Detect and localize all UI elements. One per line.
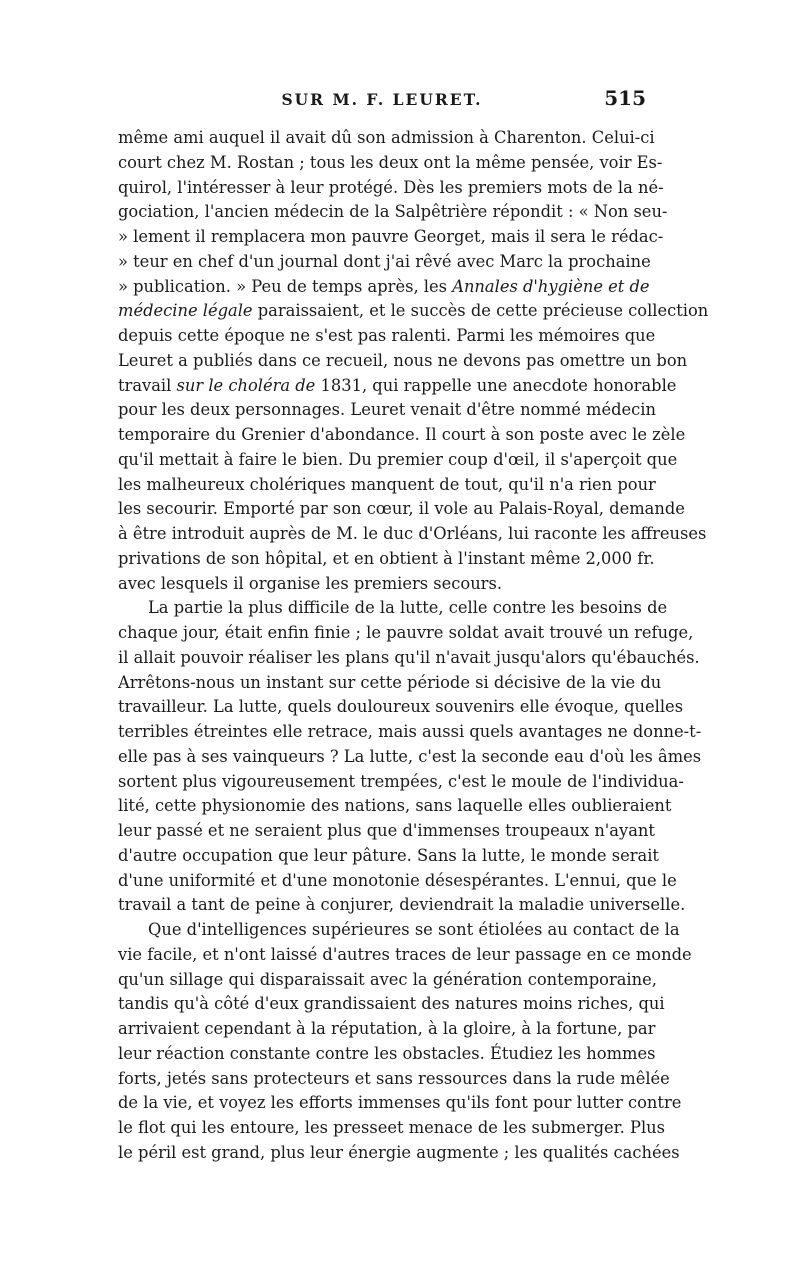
text-span: 1831, qui rappelle une anecdote honorable: [315, 375, 677, 395]
text-line: même ami auquel il avait dû son admission à Charenton. Celui-ci: [118, 128, 655, 147]
text-line: [118, 299, 709, 324]
text-line: d'une uniformité et d'une monotonie désespérantes. L'ennui, que le: [118, 870, 677, 890]
text-line: privations de son hôpital, et en obtient à l'instant même 2,000 fr.: [118, 548, 655, 568]
text-line: depuis cette époque ne s'est pas ralenti. Parmi les mémoires que: [118, 326, 656, 345]
text-line: leur réaction constante contre les obstacles. Étudiez les hommes: [118, 1043, 656, 1063]
text-span: travail: [118, 375, 177, 395]
text-line: tandis qu'à côté d'eux grandissaient des natures moins riches, qui: [118, 994, 665, 1014]
text-line: forts, jetés sans protecteurs et sans ressources dans la rude mêlée: [118, 1068, 670, 1088]
text-line: les malheureux cholériques manquent de tout, qu'il n'a rien pour: [118, 474, 656, 494]
italic-span: médecine légale: [118, 301, 253, 321]
text-line: Leuret a publiés dans ce recueil, nous ne devons pas omettre un bon: [118, 350, 688, 370]
text-line: Arrêtons-nous un instant sur cette période si décisive de la vie du: [118, 672, 662, 692]
text-line: il allait pouvoir réaliser les plans qu'il n'avait jusqu'alors qu'ébauchés.: [118, 647, 700, 667]
text-line: à être introduit auprès de M. le duc d'Orléans, lui raconte les affreuses: [118, 524, 707, 543]
text-line: elle pas à ses vainqueurs ? La lutte, c'est la seconde eau d'où les âmes: [118, 746, 702, 766]
text-line: leur passé et ne seraient plus que d'immenses troupeaux n'ayant: [118, 821, 655, 840]
text-line: qu'un sillage qui disparaissait avec la génération contemporaine,: [118, 969, 657, 989]
text-line: vie facile, et n'ont laissé d'autres traces de leur passage en ce monde: [118, 944, 692, 964]
text-line: temporaire du Grenier d'abondance. Il court à son poste avec le zèle: [118, 425, 686, 444]
italic-span: Annales d'hygiène et de: [452, 276, 650, 296]
text-line: sortent plus vigoureusement trempées, c'est le moule de l'individua-: [118, 771, 684, 791]
text-span: paraissaient, et le succès de cette précieuse collection: [252, 301, 709, 321]
text-line: le péril est grand, plus leur énergie augmente ; les qualités cachées: [118, 1142, 680, 1162]
text-line: La partie la plus difficile de la lutte, celle contre les besoins de: [148, 598, 668, 618]
text-line: qu'il mettait à faire le bien. Du premier coup d'œil, il s'aperçoit que: [118, 449, 678, 469]
text-line: [118, 275, 648, 300]
text-line: travail a tant de peine à conjurer, deviendrait la maladie universelle.: [118, 895, 686, 915]
text-line: terribles étreintes elle retrace, mais aussi quels avantages ne donne-t-: [118, 722, 702, 741]
text-line: gociation, l'ancien médecin de la Salpêtrière répondit : « Non seu-: [118, 202, 668, 222]
text-line: d'autre occupation que leur pâture. Sans la lutte, le monde serait: [118, 845, 659, 865]
text-line: arrivaient cependant à la réputation, à la gloire, à la fortune, par: [118, 1019, 656, 1038]
text-line: chaque jour, était enfin finie ; le pauvre soldat avait trouvé un refuge,: [118, 623, 694, 642]
text-line: quirol, l'intéresser à leur protégé. Dès les premiers mots de la né-: [118, 177, 664, 197]
italic-span: sur le choléra de: [176, 375, 316, 395]
body-text: [118, 126, 709, 1166]
page-header: [118, 86, 646, 116]
text-line: de la vie, et voyez les efforts immenses qu'ils font pour lutter contre: [118, 1093, 682, 1113]
text-line: [118, 374, 677, 399]
text-line: le flot qui les entoure, les presseet menace de les submerger. Plus: [118, 1118, 666, 1137]
text-line: » lement il remplacera mon pauvre Georget, mais il sera le rédac-: [118, 227, 664, 246]
text-line: pour les deux personnages. Leuret venait d'être nommé médecin: [118, 400, 656, 420]
page-number: 515: [604, 86, 646, 110]
text-line: court chez M. Rostan ; tous les deux ont la même pensée, voir Es-: [118, 152, 663, 172]
text-line: les secourir. Emporté par son cœur, il vole au Palais-Royal, demande: [118, 499, 685, 519]
text-line: lité, cette physionomie des nations, sans laquelle elles oublieraient: [118, 796, 672, 816]
text-line: avec lesquels il organise les premiers secours.: [118, 573, 502, 593]
text-line: travailleur. La lutte, quels douloureux souvenirs elle évoque, quelles: [118, 697, 684, 717]
text-line: » teur en chef d'un journal dont j'ai rêvé avec Marc la prochaine: [118, 251, 651, 271]
text-line: Que d'intelligences supérieures se sont étiolées au contact de la: [148, 920, 680, 939]
text-span: » publication. » Peu de temps après, les: [118, 276, 453, 296]
running-head: SUR M. F. LEURET.: [281, 90, 483, 109]
